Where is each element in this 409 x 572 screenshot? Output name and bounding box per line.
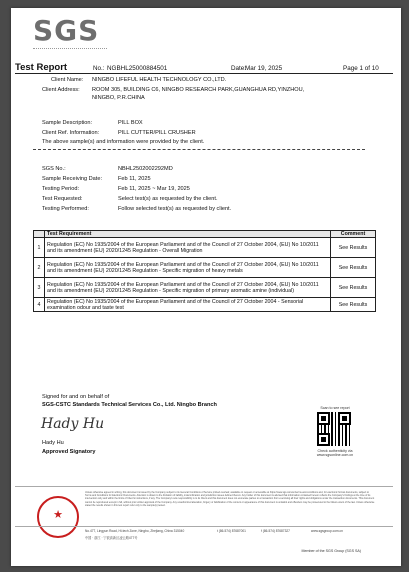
- footer-phone: t (86-574) 87687001: [217, 529, 246, 533]
- table-row: [34, 238, 376, 258]
- test-requested-value: Select test(s) as requested by the client.: [118, 196, 218, 202]
- row-comment: See Results: [331, 298, 376, 312]
- client-name-label: Client Name:: [51, 77, 84, 83]
- report-no-value: NGBHL25000884501: [107, 65, 168, 72]
- col-requirement: Test Requirement: [45, 231, 331, 238]
- qr-finder: [317, 433, 330, 446]
- table-row: [34, 258, 376, 278]
- footer-address-cn: 中国 · 浙江 · 宁波高新区凌云路477号: [85, 536, 138, 540]
- footer-rule: [15, 526, 393, 527]
- row-comment: See Results: [331, 238, 376, 258]
- footer-disclaimer: Unless otherwise agreed in writing, this document is issued by the Company subject to its General Conditions of Service printed overleaf, available on request or accessible at https://www.sgs.com/en/terms-and-conditions and, for electronic format documents, subject to Terms and Conditions for Electronic Documents. Attention is drawn to the limitation of liability, indemnification and jurisdiction issues defined therein. Any holder of this document is advised that information contained hereon reflects the Company's findings at the time of its intervention only and within the limits of Client's instructions, if any. The Company's sole responsibility is to its Client and this document does not exonerate parties to a transaction from exercising all their rights and obligations under the transaction documents. This document cannot be reproduced except in full, without prior written approval of the Company. Any unauthorized alteration, forgery or falsification of the content or appearance of this document is unlawful and offenders may be prosecuted to the fullest extent of the law. Unless otherwise stated the results shown in this test report refer only to the sample(s) tested.: [85, 491, 375, 507]
- test-requested-label: Test Requested:: [42, 196, 83, 202]
- row-comment: See Results: [331, 258, 376, 278]
- sgs-no-label: SGS No.:: [42, 166, 66, 172]
- row-number: 4: [34, 298, 45, 312]
- report-page: [11, 8, 401, 566]
- qr-code[interactable]: [317, 412, 351, 446]
- provided-note: The above sample(s) and information were provided by the client.: [42, 139, 205, 145]
- star-icon: ★: [53, 509, 63, 521]
- logo-underline: [33, 48, 107, 49]
- sample-description-label: Sample Description:: [42, 120, 93, 126]
- testing-performed-value: Follow selected test(s) as requested by client.: [118, 206, 232, 212]
- testing-period-label: Testing Period:: [42, 186, 80, 192]
- qr-top-note: Scan to see report: [320, 406, 350, 410]
- qr-bottom-note: Check authenticity via www.sgsonline.com.cn: [316, 449, 354, 458]
- client-ref-value: PILL CUTTER/PILL CRUSHER: [118, 130, 196, 136]
- client-address-label: Client Address:: [42, 87, 80, 93]
- table-header-row: [34, 231, 376, 238]
- sgs-logo: SGS: [33, 14, 100, 47]
- footer-address-en: No.477, Lingyun Road, Hi-tech Zone, Ningbo, Zhejiang, China 315040: [85, 529, 185, 533]
- row-requirement: Regulation (EC) No 1935/2004 of the European Parliament and of the Council of 27 October 2004 - Sensorial examination odour and taste test: [45, 298, 331, 312]
- page-number: Page 1 of 10: [343, 65, 379, 72]
- sample-description-value: PILL BOX: [118, 120, 143, 126]
- report-no-label: No.:: [93, 65, 105, 72]
- row-number: 1: [34, 238, 45, 258]
- report-title: Test Report: [15, 62, 68, 73]
- client-address-line2: NINGBO, P.R.CHINA: [92, 95, 145, 101]
- col-no: [34, 231, 45, 238]
- receiving-date-label: Sample Receiving Date:: [42, 176, 103, 182]
- row-requirement: Regulation (EC) No 1935/2004 of the European Parliament and of the Council of 27 October 2004, (EU) No 10/2011 and its amendment (EU) 2020/1245 Regulation - Specific migration of primary aromatic amine (individual): [45, 278, 331, 298]
- signed-behalf-label: Signed for and on behalf of: [42, 394, 110, 400]
- footer-rule: [15, 486, 393, 487]
- sgs-member-note: Member of the SGS Group (SGS SA): [301, 549, 361, 553]
- footer-web[interactable]: www.sgsgroup.com.cn: [311, 529, 343, 533]
- table-row: [34, 298, 376, 312]
- qr-finder: [317, 412, 330, 425]
- row-comment: See Results: [331, 278, 376, 298]
- client-name-value: NINGBO LIFEFUL HEALTH TECHNOLOGY CO.,LTD.: [92, 77, 227, 83]
- client-address-line1: ROOM 305, BUILDING C6, NINGBO RESEARCH PARK,GUANGHUA RD,YINZHOU,: [92, 87, 305, 93]
- row-requirement: Regulation (EC) No 1935/2004 of the European Parliament and of the Council of 27 October 2004, (EU) No 10/2011 and its amendment (EU) 2020/1245 Regulation - Specific migration of heavy metals: [45, 258, 331, 278]
- header-rule: [15, 73, 393, 74]
- receiving-date-value: Feb 11, 2025: [118, 176, 151, 182]
- official-seal-stamp: [37, 496, 79, 538]
- date-value: Mar 19, 2025: [245, 65, 283, 72]
- signatory-name: Hady Hu: [42, 440, 64, 446]
- client-ref-label: Client Ref. Information:: [42, 130, 100, 136]
- footer-fax: f (86-574) 87687327: [261, 529, 290, 533]
- test-requirement-table: [33, 230, 376, 312]
- signing-company: SGS-CSTC Standards Technical Services Co., Ltd. Ningbo Branch: [42, 402, 217, 408]
- testing-performed-label: Testing Performed:: [42, 206, 89, 212]
- row-number: 3: [34, 278, 45, 298]
- signatory-role: Approved Signatory: [42, 449, 96, 455]
- date-label: Date:: [231, 65, 247, 72]
- row-number: 2: [34, 258, 45, 278]
- sgs-no-value: NBHL2502002292MD: [118, 166, 173, 172]
- table-row: [34, 278, 376, 298]
- qr-finder: [338, 412, 351, 425]
- section-divider: [33, 149, 365, 150]
- testing-period-value: Feb 11, 2025 ~ Mar 19, 2025: [118, 186, 190, 192]
- row-requirement: Regulation (EC) No 1935/2004 of the European Parliament and of the Council of 27 October 2004, (EU) No 10/2011 and its amendment (EU) 2020/1245 Regulation - Overall Migration: [45, 238, 331, 258]
- signature-image: Hady Hu: [41, 416, 105, 432]
- col-comment: Comment: [331, 231, 376, 238]
